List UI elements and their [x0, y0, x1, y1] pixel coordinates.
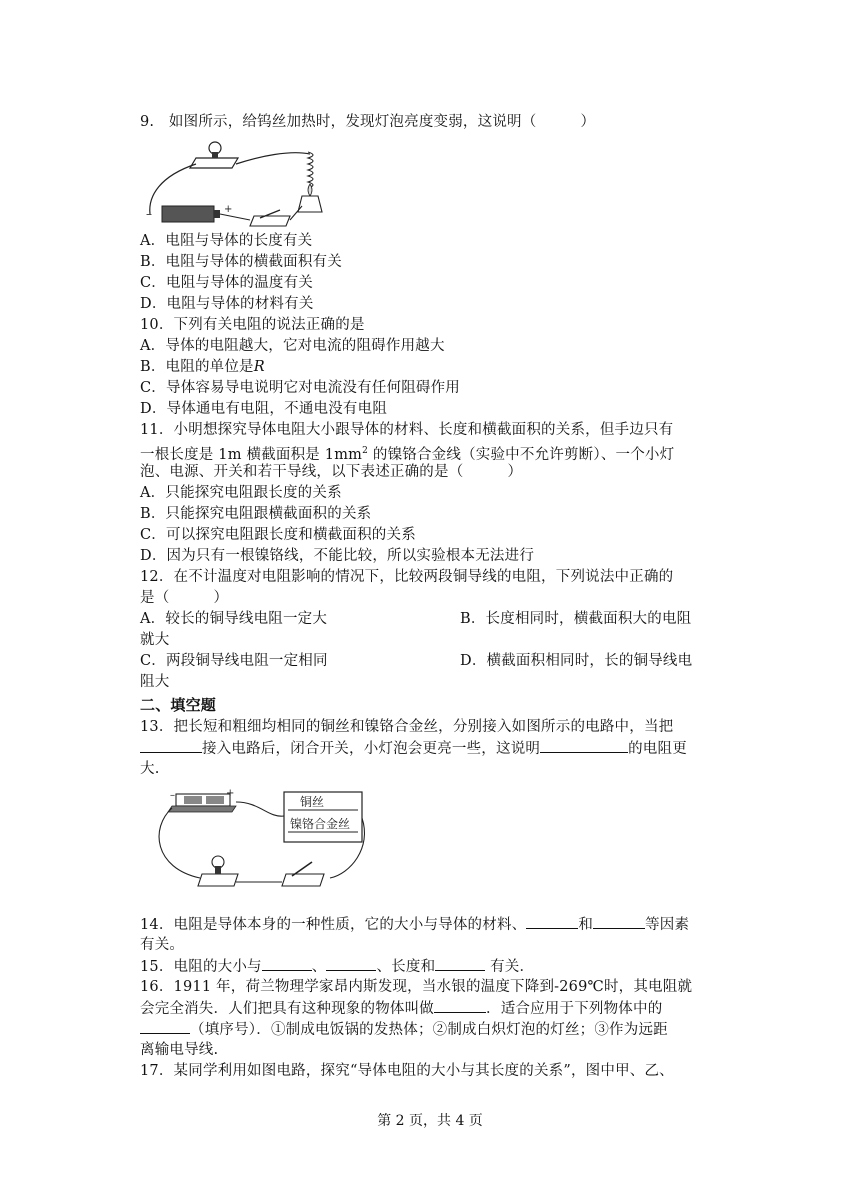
svg-text:+: +	[226, 788, 235, 799]
q13-circuit-figure	[150, 788, 368, 894]
q16-line-3-text: （填序号）．①制成电饭锅的发热体；②制成白炽灯泡的灯丝；③作为远距	[190, 1022, 668, 1038]
q9-option-b: B．电阻与导体的横截面积有关	[140, 254, 342, 270]
q16-blank-2	[140, 1019, 190, 1034]
q14-line-1	[140, 914, 725, 936]
q11-option-a: A．只能探究电阻跟长度的关系	[140, 485, 342, 501]
svg-text:–: –	[170, 790, 175, 801]
q13-blank-2	[540, 738, 628, 753]
q13-line-2	[140, 738, 725, 760]
svg-text:+: +	[224, 204, 233, 215]
q12-line-2: 是（ ）	[140, 590, 229, 606]
q10-option-c: C．导体容易导电说明它对电流没有任何阻碍作用	[140, 380, 460, 396]
q16-line-3	[140, 1019, 725, 1041]
q9-circuit-figure	[140, 136, 330, 232]
q11-line-1: 11．小明想探究导体电阻大小跟导体的材料、长度和横截面积的关系，但手边只有	[140, 422, 674, 438]
q9-option-c: C．电阻与导体的温度有关	[140, 275, 313, 291]
q13-blank-1	[140, 738, 202, 753]
q16-line-2	[140, 998, 725, 1020]
q15-blank-3	[435, 956, 485, 971]
q14-line-1b: 和	[578, 917, 594, 933]
q15-d: 有关．	[490, 959, 535, 975]
q13-line-2a: 接入电路后，闭合开关，小灯泡会更亮一些，这说明	[202, 741, 541, 757]
q13-label-copper: 铜丝	[300, 795, 325, 809]
q12-option-a: A．较长的铜导线电阻一定大	[140, 611, 328, 627]
q16-line-1: 16．1911 年，荷兰物理学家昂内斯发现，当水银的温度下降到-269℃时，其电阻就	[140, 979, 693, 995]
q15-blank-1	[262, 956, 312, 971]
q14-blank-1	[526, 914, 578, 929]
q16-blank-1	[434, 998, 486, 1013]
section-heading: 二、填空题	[140, 696, 217, 714]
q12-option-b-2: 就大	[140, 632, 170, 648]
q11-option-c: C．可以探究电阻跟长度和横截面积的关系	[140, 527, 416, 543]
q13-line-3: 大.	[140, 761, 160, 777]
q14-line-1c: 等因素	[645, 917, 690, 933]
q9-option-d: D．电阻与导体的材料有关	[140, 296, 314, 312]
q11-line-3: 泡、电源、开关和若干导线，以下表述正确的是（ ）	[140, 464, 523, 480]
q13-line-2b: 的电阻更	[628, 741, 687, 757]
q12-option-b-1: B．长度相同时，横截面积大的电阻	[460, 611, 692, 627]
q15-c: 、长度和	[376, 959, 436, 975]
page-footer: 第 2 页，共 4 页	[377, 1113, 483, 1129]
q14-line-2: 有关。	[140, 937, 185, 953]
q13-line-1: 13．把长短和粗细均相同的铜丝和镍铬合金丝，分别接入如图所示的电路中，当把	[140, 719, 674, 735]
q15-line	[140, 956, 725, 978]
q11-option-d: D．因为只有一根镍铬线，不能比较，所以实验根本无法进行	[140, 548, 535, 564]
q10-stem: 10．下列有关电阻的说法正确的是	[140, 317, 365, 333]
q12-option-c: C．两段铜导线电阻一定相同	[140, 653, 328, 669]
q12-line-1: 12．在不计温度对电阻影响的情况下，比较两段铜导线的电阻，下列说法中正确的	[140, 569, 674, 585]
q11-line-2a: 一根长度是 1m 横截面积是 1mm	[140, 446, 363, 463]
q12-option-d-2: 阻大	[140, 674, 170, 690]
q17-line-1: 17．某同学利用如图电路，探究“导体电阻的大小与其长度的关系”，图中甲、乙、	[140, 1063, 674, 1079]
q14-blank-2	[593, 914, 645, 929]
q11-line-2b: 的镍铬合金线（实验中不允许剪断）、一个小灯	[368, 446, 675, 463]
q10-option-d: D．导体通电有电阻，不通电没有电阻	[140, 401, 388, 417]
q9-stem: 9. 如图所示，给钨丝加热时，发现灯泡亮度变弱，这说明（ ）	[140, 114, 596, 130]
q15-a: 15．电阻的大小与	[140, 959, 262, 975]
q13-label-nichrome: 镍铬合金丝	[290, 817, 351, 831]
q16-line-4: 离输电导线.	[140, 1042, 219, 1058]
q10-option-b-symbol: R	[253, 359, 265, 375]
q10-option-b-text: B．电阻的单位是	[140, 359, 254, 375]
q10-option-b	[140, 357, 725, 378]
q9-option-a: A．电阻与导体的长度有关	[140, 233, 313, 249]
q11-line-2-sup: 2	[362, 446, 369, 456]
q14-line-1a: 14．电阻是导体本身的一种性质，它的大小与导体的材料、	[140, 917, 527, 933]
q15-blank-2	[326, 956, 376, 971]
svg-text:–: –	[146, 207, 152, 221]
q11-option-b: B．只能探究电阻跟横截面积的关系	[140, 506, 372, 522]
q12-option-d-1: D．横截面积相同时，长的铜导线电	[460, 653, 693, 669]
q10-option-a: A．导体的电阻越大，它对电流的阻碍作用越大	[140, 338, 445, 354]
q16-line-2a: 会完全消失．人们把具有这种现象的物体叫做	[140, 1001, 434, 1017]
q16-line-2b: ．适合应用于下列物体中的	[486, 1001, 663, 1017]
q15-b: 、	[311, 959, 327, 975]
